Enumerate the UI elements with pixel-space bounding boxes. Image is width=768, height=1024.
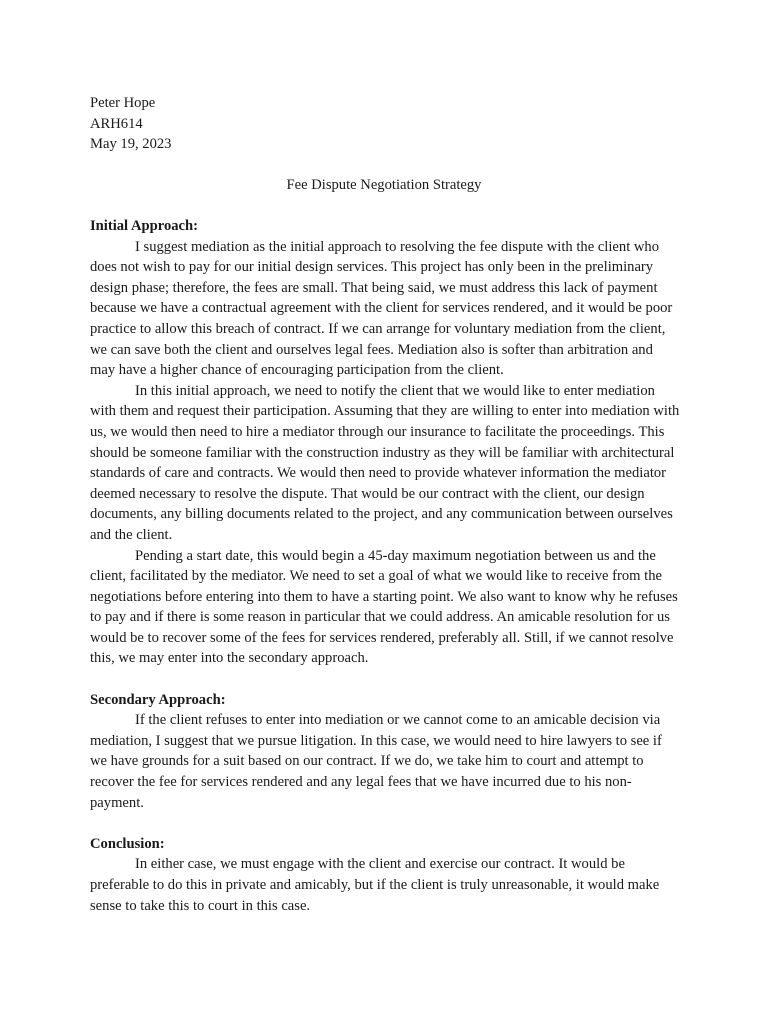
course-code: ARH614 — [90, 115, 143, 132]
paragraph: Pending a start date, this would begin a 45-day maximum negotiation between us and the client, facilitated by the mediator. We need to set a goal of what we would like to receive from the negotiations before entering into them to have a starting point. We also want to know why he refuses to pay and if there is some reason in particular that we could address. An amicable resolution for us would be to recover some of the fees for services rendered, preferably all. Still, if we cannot resolve this, we may enter into the secondary approach. — [90, 547, 678, 667]
paragraph: I suggest mediation as the initial approach to resolving the fee dispute with the client who does not wish to pay for our initial design services. This project has only been in the preliminary design phase; therefore, the fees are small. That being said, we must address this lack of payment because we have a contractual agreement with the client for services rendered, and it would be poor practice to allow this breach of contract. If we can arrange for voluntary mediation from the client, we can save both the client and ourselves legal fees. Mediation also is softer than arbitration and may have a higher chance of encouraging participation from the client. — [90, 238, 673, 379]
paragraph: In either case, we must engage with the client and exercise our contract. It would be preferable to do this in private and amicably, but if the client is truly unreasonable, it would make sense to take this to court in this case. — [90, 856, 660, 914]
section-heading: Conclusion: — [90, 835, 165, 852]
document-body — [90, 216, 680, 937]
section-heading: Initial Approach: — [90, 218, 198, 234]
document-date: May 19, 2023 — [90, 136, 172, 153]
section-initial-approach — [90, 216, 680, 669]
section-secondary-approach — [90, 690, 680, 814]
paragraph: In this initial approach, we need to notify the client that we would like to enter mediation with them and request their participation. Assuming that they are willing to enter into mediation with us, we would then need to hire a mediator through our insurance to facilitate the proceedings. This should be someone familiar with the construction industry as they will be familiar with architectural standards of care and contracts. We would then need to provide whatever information the mediator deemed necessary to resolve the dispute. That would be our contract with the client, our design documents, any billing documents related to the project, and any communication between ourselves and the client. — [90, 382, 680, 543]
document-header — [90, 93, 171, 155]
document-title: Fee Dispute Negotiation Strategy — [286, 177, 482, 193]
section-conclusion — [90, 834, 680, 916]
author-name: Peter Hope — [90, 95, 156, 111]
section-heading: Secondary Approach: — [90, 691, 226, 708]
paragraph: If the client refuses to enter into mediation or we cannot come to an amicable decision via mediation, I suggest that we pursue litigation. In this case, we would need to hire lawyers to see if we have grounds for a suit based on our contract. If we do, we take him to court and attempt to recover the fee for services rendered and any legal fees that we have incurred due to his non-payment. — [90, 712, 662, 811]
